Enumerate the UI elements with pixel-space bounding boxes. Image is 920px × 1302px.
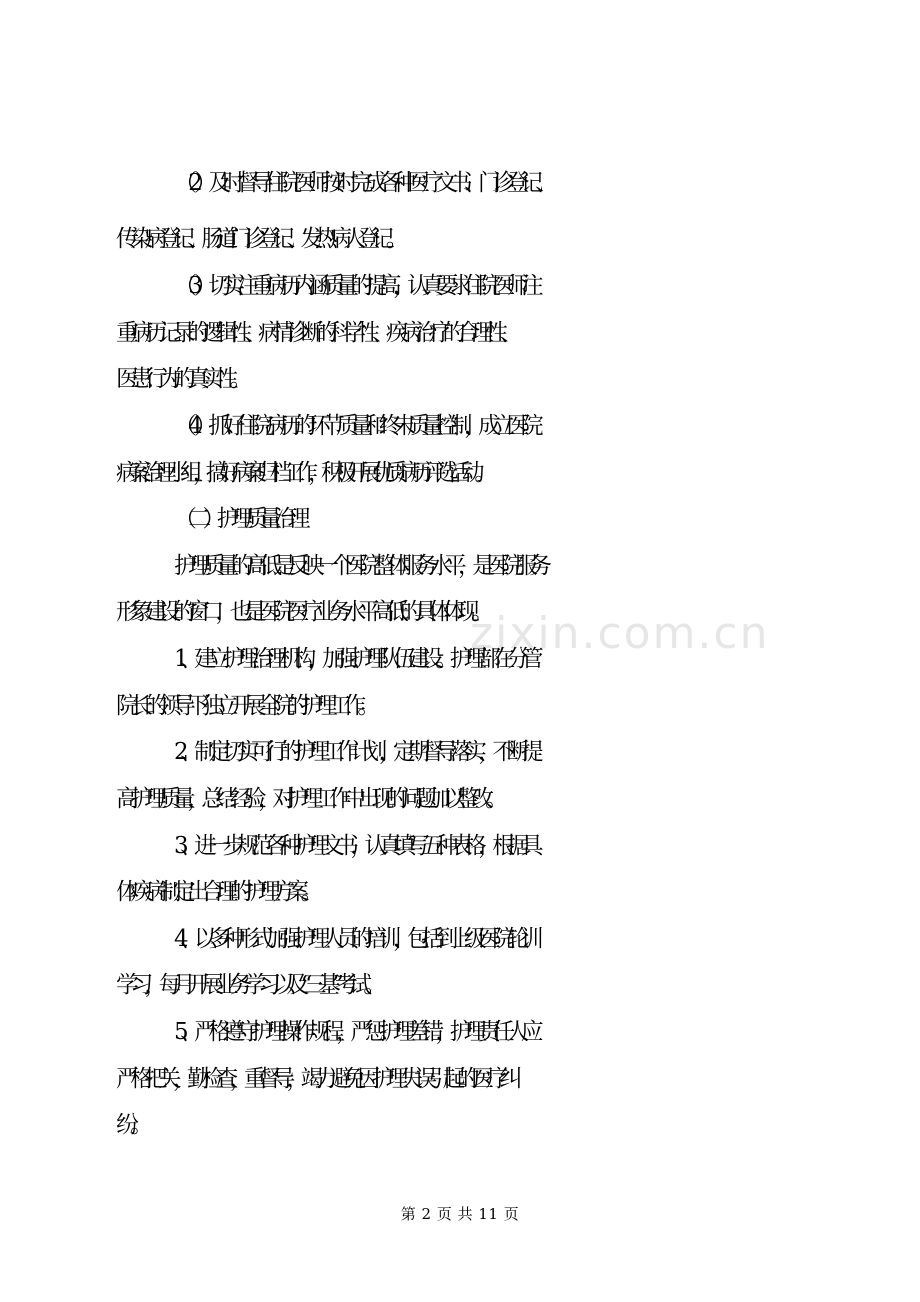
paragraph-line: 形象建设的窗口，也是医院医疗业务水平高低的具体体现。 [116,599,486,625]
watermark: zixin.com.cn [470,608,770,659]
paragraph-line: 1、建立护理治理机构，加强护理队伍建设。护理部在分管 [174,646,535,672]
paragraph-line: 4、以多种形式加强护理人员的培训，包括到上级医院轮训 [174,926,535,952]
paragraph-line: 病案治理小组，搞好病案归档工作，积极开展优质病历评选活动。 [116,460,488,486]
section-heading: （二）护理质量治理 [174,506,302,532]
paragraph-line: 体疾病制定出合理的护理方案。 [116,879,315,905]
page-footer: 第 2 页 共 11 页 [400,1205,520,1223]
paragraph-line: （4）抓好住院病历的环节质量和终末质量控制，成立医院 [174,413,535,439]
paragraph-line: 2、制定切实可行的护理工作计划，定期督导落实，不断提 [174,739,535,765]
paragraph-line: 重病历记录的逻辑性、病情诊断的科学性、疾病治疗的合理性、 [116,320,514,346]
paragraph-line: 学习，每月开展业务学习以及“三基”考试。 [116,972,378,998]
paragraph-line: （3）切实注重病历内涵质量的提高，认真要求住院医师注 [174,273,535,299]
paragraph-line: 高护理质量，总结经验，对护理工作中出现的问题加以整改。 [116,786,500,812]
paragraph-line: 传染病登记、肠道门诊登记、发热病人登记。 [116,226,401,252]
paragraph-line: 5、严格遵守护理操作规程，严惩护理差错，护理责任人应 [174,1019,535,1045]
paragraph-line: 院长的领导下独立开展全院的护理工作。 [116,693,372,719]
paragraph-line: 护理质量的高低是反映一个医院整体服务水平，是医院服务 [174,553,544,579]
paragraph-line: 3、进一步规范各种护理文书，认真填写五种表格，根据具 [174,833,535,859]
paragraph-line: 医患行为的真实性。 [116,366,244,392]
paragraph-line: （2）及时督导住院医师按时完成各种医疗文书、门诊登记、 [174,170,550,196]
paragraph-line: 纷。 [116,1112,145,1138]
paragraph-line: 严格把关，勤检查，重督导，竭力避免因护理失误引起的医疗纠 [116,1066,514,1092]
